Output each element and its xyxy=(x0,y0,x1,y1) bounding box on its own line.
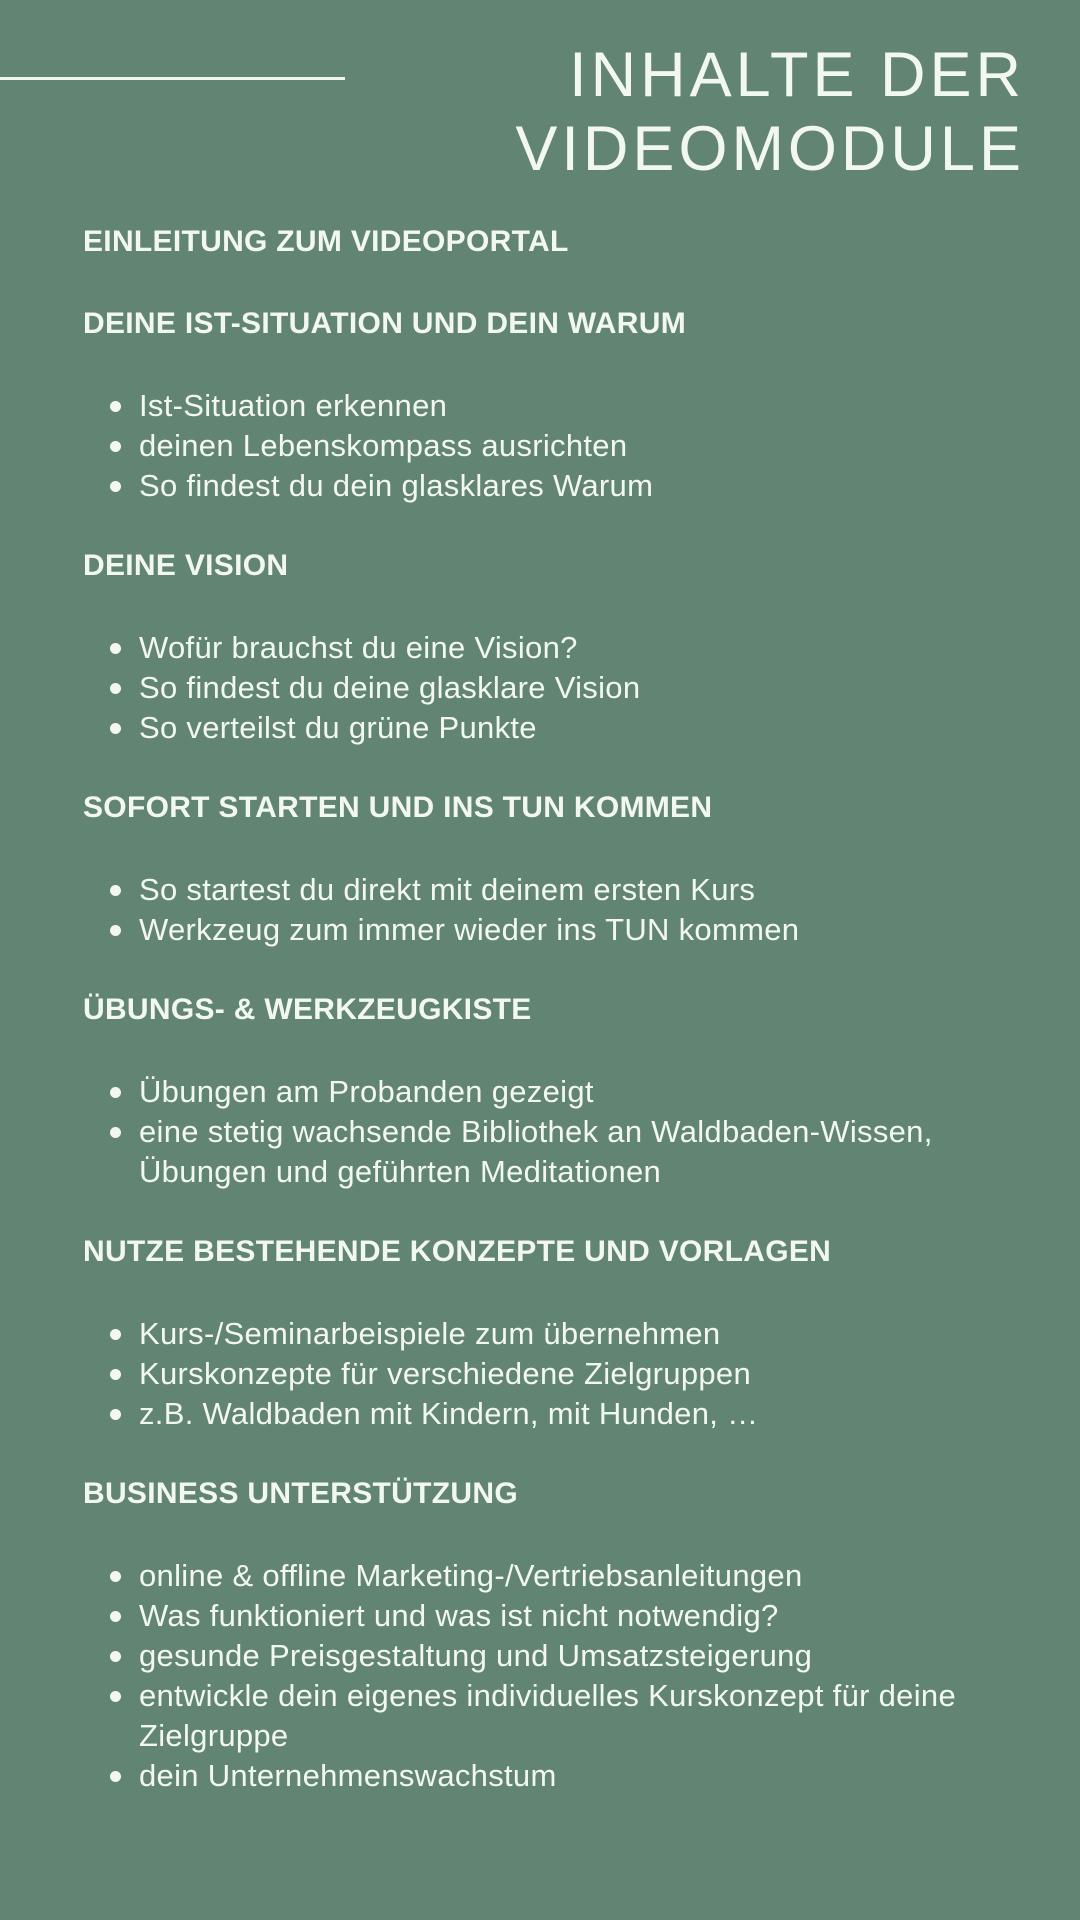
decorative-divider-line xyxy=(0,77,345,80)
list-item: Ist-Situation erkennen xyxy=(83,386,983,426)
bullet-list-vision xyxy=(83,628,983,748)
list-item: Kurs-/Seminarbeispiele zum übernehmen xyxy=(83,1314,983,1354)
list-item: So findest du dein glasklares Warum xyxy=(83,466,983,506)
list-item: online & offline Marketing-/Vertriebsanleitungen xyxy=(83,1556,983,1596)
bullet-icon xyxy=(110,1329,121,1340)
list-item: So findest du deine glasklare Vision xyxy=(83,668,983,708)
bullet-icon xyxy=(110,441,121,452)
list-item: z.B. Waldbaden mit Kindern, mit Hunden, … xyxy=(83,1394,983,1434)
list-item: Wofür brauchst du eine Vision? xyxy=(83,628,983,668)
page-title xyxy=(515,38,1025,186)
section-heading-sofort-starten: SOFORT STARTEN UND INS TUN KOMMEN xyxy=(83,791,713,824)
page-title-line-1: INHALTE DER xyxy=(569,40,1025,110)
bullet-icon xyxy=(110,643,121,654)
bullet-icon xyxy=(110,683,121,694)
list-item: Werkzeug zum immer wieder ins TUN kommen xyxy=(83,910,983,950)
list-item: entwickle dein eigenes individuelles Kurskonzept für deine Zielgruppe xyxy=(83,1676,999,1756)
bullet-icon xyxy=(110,1651,121,1662)
section-heading-ist-situation: DEINE IST-SITUATION UND DEIN WARUM xyxy=(83,307,686,340)
bullet-icon xyxy=(110,1571,121,1582)
section-heading-vision: DEINE VISION xyxy=(83,549,289,582)
bullet-icon xyxy=(110,1127,121,1138)
bullet-list-sofort-starten xyxy=(83,870,983,950)
section-heading-business: BUSINESS UNTERSTÜTZUNG xyxy=(83,1477,518,1510)
page-title-line-2: VIDEOMODULE xyxy=(515,114,1025,184)
bullet-icon xyxy=(110,1087,121,1098)
list-item: dein Unternehmenswachstum xyxy=(83,1756,983,1796)
bullet-list-konzepte-vorlagen xyxy=(83,1314,983,1434)
bullet-icon xyxy=(110,1369,121,1380)
bullet-icon xyxy=(110,1611,121,1622)
bullet-list-business xyxy=(83,1556,983,1796)
bullet-icon xyxy=(110,885,121,896)
section-heading-einleitung: EINLEITUNG ZUM VIDEOPORTAL xyxy=(83,225,569,258)
bullet-icon xyxy=(110,401,121,412)
bullet-list-werkzeugkiste xyxy=(83,1072,983,1192)
section-heading-konzepte-vorlagen: NUTZE BESTEHENDE KONZEPTE UND VORLAGEN xyxy=(83,1235,832,1268)
module-content-list xyxy=(83,222,983,1836)
bullet-icon xyxy=(110,481,121,492)
list-item: So verteilst du grüne Punkte xyxy=(83,708,983,748)
bullet-list-ist-situation xyxy=(83,386,983,506)
list-item: So startest du direkt mit deinem ersten Kurs xyxy=(83,870,983,910)
list-item: Kurskonzepte für verschiedene Zielgruppen xyxy=(83,1354,983,1394)
list-item: eine stetig wachsende Bibliothek an Waldbaden-Wissen, Übungen und geführten Meditationen xyxy=(83,1112,979,1192)
list-item: Übungen am Probanden gezeigt xyxy=(83,1072,983,1112)
bullet-icon xyxy=(110,1691,121,1702)
section-heading-werkzeugkiste: ÜBUNGS- & WERKZEUGKISTE xyxy=(83,993,532,1026)
bullet-icon xyxy=(110,925,121,936)
list-item: gesunde Preisgestaltung und Umsatzsteigerung xyxy=(83,1636,983,1676)
bullet-icon xyxy=(110,723,121,734)
bullet-icon xyxy=(110,1771,121,1782)
list-item: deinen Lebenskompass ausrichten xyxy=(83,426,983,466)
bullet-icon xyxy=(110,1409,121,1420)
list-item: Was funktioniert und was ist nicht notwendig? xyxy=(83,1596,983,1636)
